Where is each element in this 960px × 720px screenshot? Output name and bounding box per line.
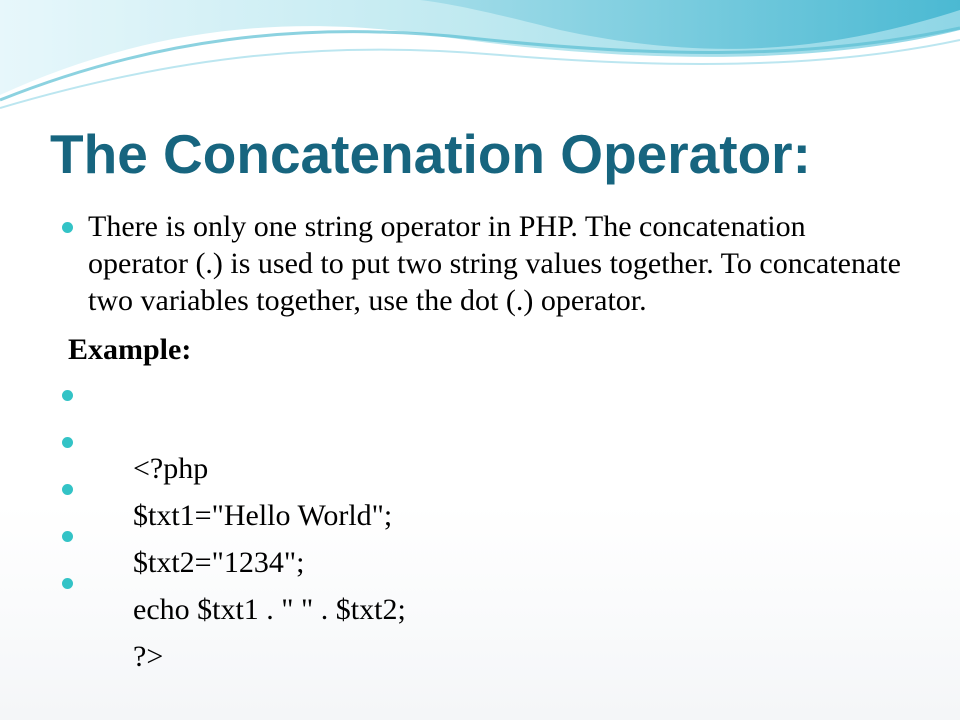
code-line-text: $txt2="1234"; (133, 546, 305, 579)
bullet-icon (62, 578, 73, 589)
example-label: Example: (68, 333, 192, 366)
bullet-paragraph (60, 208, 908, 319)
paragraph-text: There is only one string operator in PHP. The concatenation operator (.) is used to put two string values together. To concatenate two variables together, use the dot (.) operator. (88, 210, 901, 317)
code-line-text: $txt1="Hello World"; (133, 499, 393, 532)
bullet-icon (62, 437, 73, 448)
code-line-text: echo $txt1 . " " . $txt2; (133, 593, 406, 626)
code-line-text: <?php (133, 452, 209, 485)
code-line (60, 376, 920, 485)
bullet-icon (62, 484, 73, 495)
bullet-icon (62, 222, 73, 233)
bullet-icon (62, 390, 73, 401)
bullet-icon (62, 531, 73, 542)
slide-title: The Concatenation Operator: (50, 123, 811, 185)
header-wave-decoration (0, 0, 960, 120)
slide-content (60, 208, 920, 673)
code-line-text: ?> (133, 640, 164, 673)
